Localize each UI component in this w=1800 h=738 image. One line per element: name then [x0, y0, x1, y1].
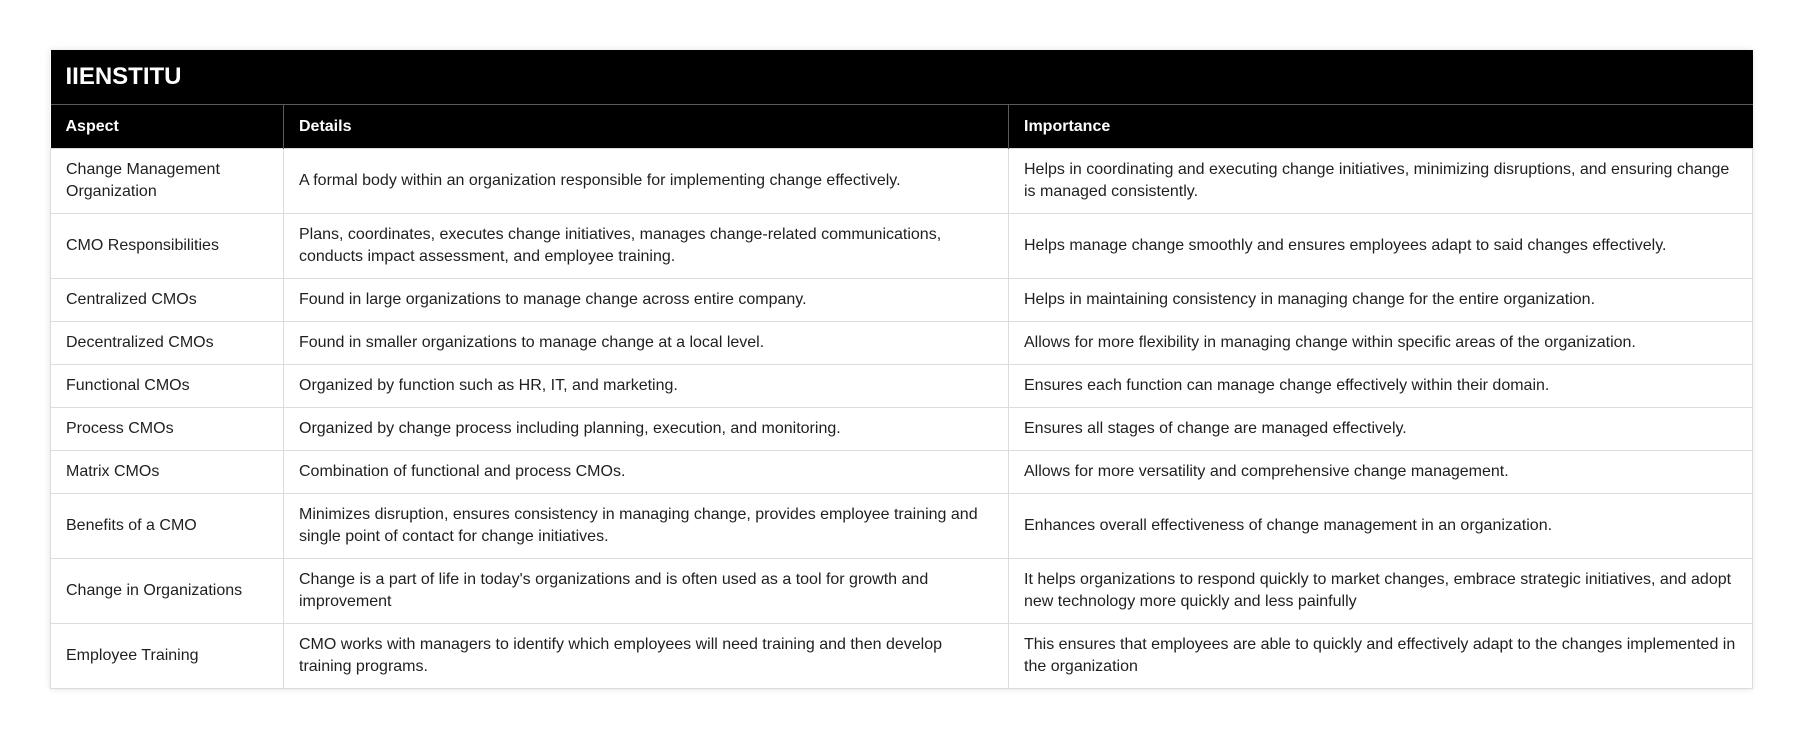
importance-cell: Helps manage change smoothly and ensures employees adapt to said changes effectively. [1009, 214, 1753, 279]
details-cell: CMO works with managers to identify which employees will need training and then develop training programs. [284, 624, 1009, 689]
importance-cell: This ensures that employees are able to quickly and effectively adapt to the changes implemented in the organization [1009, 624, 1753, 689]
cmo-table [50, 50, 1753, 689]
details-cell: Plans, coordinates, executes change initiatives, manages change-related communications, conducts impact assessment, and employee training. [284, 214, 1009, 279]
header-row [51, 105, 1753, 149]
aspect-cell: Change in Organizations [51, 559, 284, 624]
importance-cell: Ensures each function can manage change effectively within their domain. [1009, 365, 1753, 408]
importance-cell: Helps in coordinating and executing change initiatives, minimizing disruptions, and ensuring change is managed consistently. [1009, 149, 1753, 214]
importance-cell: Allows for more flexibility in managing change within specific areas of the organization. [1009, 322, 1753, 365]
aspect-cell: Centralized CMOs [51, 279, 284, 322]
aspect-cell: Matrix CMOs [51, 451, 284, 494]
table-row [51, 279, 1753, 322]
table-row [51, 408, 1753, 451]
aspect-cell: Employee Training [51, 624, 284, 689]
column-header-importance: Importance [1009, 105, 1753, 149]
details-cell: Change is a part of life in today's organizations and is often used as a tool for growth and improvement [284, 559, 1009, 624]
importance-cell: Helps in maintaining consistency in managing change for the entire organization. [1009, 279, 1753, 322]
table-container [50, 50, 1752, 689]
importance-cell: Enhances overall effectiveness of change management in an organization. [1009, 494, 1753, 559]
details-cell: A formal body within an organization responsible for implementing change effectively. [284, 149, 1009, 214]
aspect-cell: Decentralized CMOs [51, 322, 284, 365]
details-cell: Combination of functional and process CMOs. [284, 451, 1009, 494]
aspect-cell: Benefits of a CMO [51, 494, 284, 559]
aspect-cell: Process CMOs [51, 408, 284, 451]
table-row [51, 365, 1753, 408]
title-row [51, 50, 1753, 105]
importance-cell: Ensures all stages of change are managed effectively. [1009, 408, 1753, 451]
table-title: IIENSTITU [51, 50, 1753, 105]
aspect-cell: Functional CMOs [51, 365, 284, 408]
importance-cell: Allows for more versatility and comprehensive change management. [1009, 451, 1753, 494]
importance-cell: It helps organizations to respond quickly to market changes, embrace strategic initiatives, and adopt new technology more quickly and less painfully [1009, 559, 1753, 624]
aspect-cell: Change Management Organization [51, 149, 284, 214]
table-row [51, 494, 1753, 559]
table-row [51, 624, 1753, 689]
column-header-aspect: Aspect [51, 105, 284, 149]
details-cell: Minimizes disruption, ensures consistency in managing change, provides employee training and single point of contact for change initiatives. [284, 494, 1009, 559]
table-row [51, 214, 1753, 279]
details-cell: Found in smaller organizations to manage change at a local level. [284, 322, 1009, 365]
table-row [51, 451, 1753, 494]
table-row [51, 559, 1753, 624]
details-cell: Organized by function such as HR, IT, and marketing. [284, 365, 1009, 408]
table-row [51, 149, 1753, 214]
column-header-details: Details [284, 105, 1009, 149]
aspect-cell: CMO Responsibilities [51, 214, 284, 279]
details-cell: Organized by change process including planning, execution, and monitoring. [284, 408, 1009, 451]
table-row [51, 322, 1753, 365]
details-cell: Found in large organizations to manage change across entire company. [284, 279, 1009, 322]
